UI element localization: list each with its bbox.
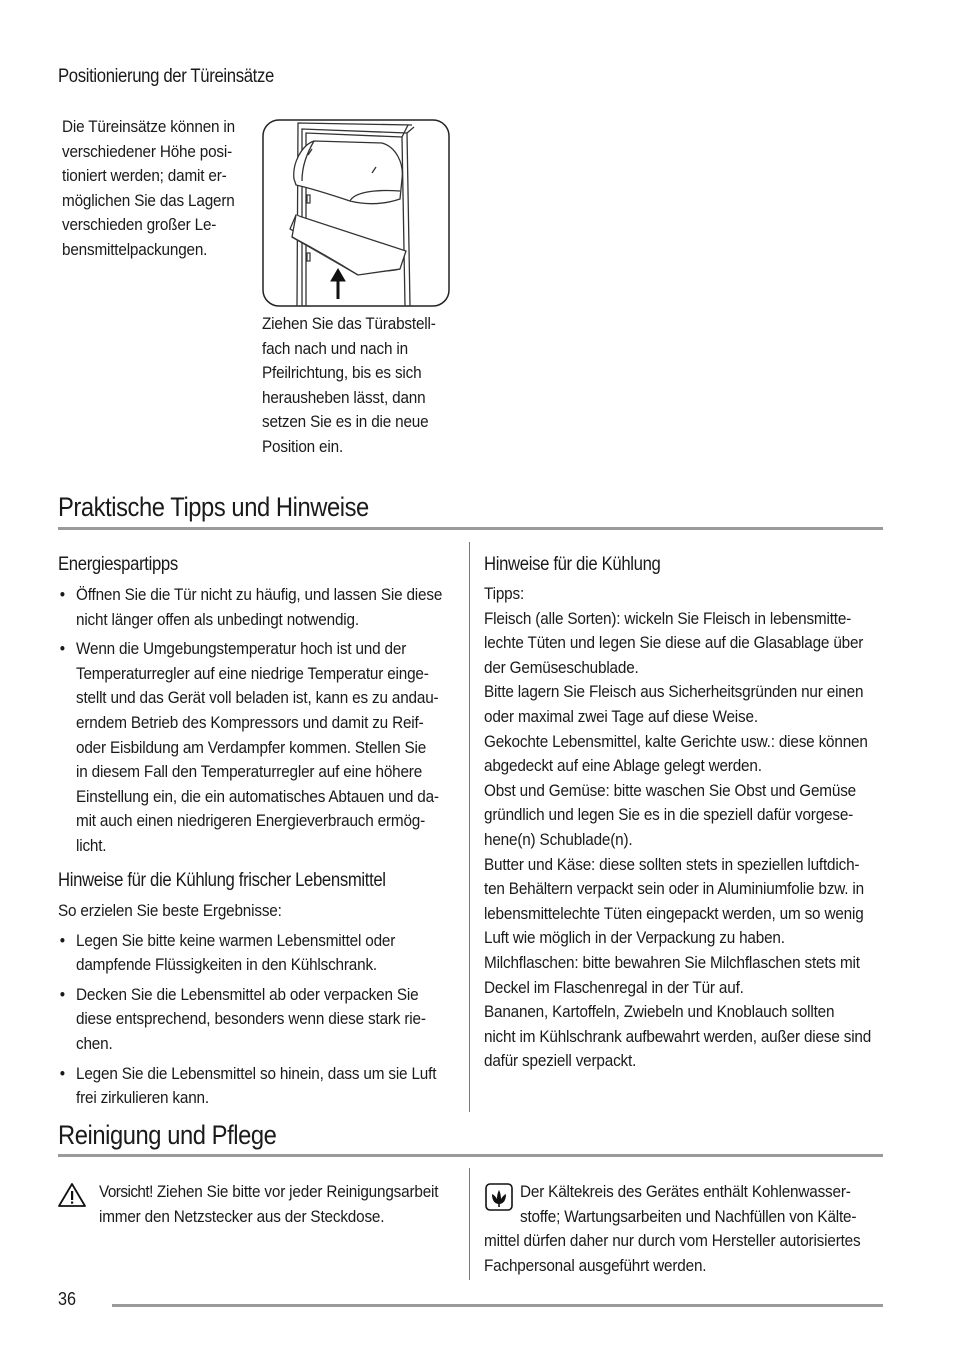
text-line: Der Kältekreis des Gerätes enthält Kohlenwasser-	[520, 1182, 851, 1201]
fresh-food-block	[58, 899, 459, 1116]
text-line: oder maximal zwei Tage auf diese Weise.	[484, 706, 758, 726]
list-line: diese entsprechend, besonders wenn diese stark rie-	[76, 1009, 426, 1029]
list-line: dampfende Flüssigkeiten in den Kühlschrank.	[76, 955, 378, 975]
list-line: • Legen Sie die Lebensmittel so hinein, dass um sie Luft	[76, 1063, 437, 1083]
door-caption-line: Ziehen Sie das Türabstell-	[262, 314, 436, 333]
door-caption-line: fach nach und nach in	[262, 338, 408, 358]
text-line: hene(n) Schublade(n).	[484, 829, 633, 849]
list-line: erndem Betrieb des Kompressors und damit zu Reif-	[76, 712, 424, 732]
text-line: Luft wie möglich in der Verpackung zu haben.	[484, 928, 785, 948]
door-caption-line: Position ein.	[262, 436, 344, 456]
text-line: lechte Tüten und legen Sie diese auf die Glasablage über	[484, 633, 864, 653]
energy-tips-list	[58, 583, 459, 864]
text-line: abgedeckt auf eine Ablage gelegt werden.	[484, 756, 762, 776]
door-intro-line: Die Türeinsätze können in	[62, 117, 235, 136]
list-item	[58, 983, 459, 1057]
door-caption-line: Pfeilrichtung, bis es sich	[262, 363, 422, 383]
door-caption-line: herausheben lässt, dann	[262, 387, 426, 407]
text-line: Obst und Gemüse: bitte waschen Sie Obst und Gemüse	[484, 780, 857, 800]
page-number: 36	[58, 1289, 77, 1309]
warning-label: Vorsicht!	[99, 1182, 153, 1201]
warning-line	[99, 1180, 468, 1205]
list-line: Temperaturregler auf eine niedrige Temperatur einge-	[76, 663, 429, 683]
text-line: Gekochte Lebensmittel, kalte Gerichte usw.: diese können	[484, 731, 868, 751]
cooling-tips-text	[484, 582, 885, 1074]
text-line: Butter und Käse: diese sollten stets in speziellen luftdich-	[484, 854, 860, 874]
tips-section-title: Praktische Tipps und Hinweise	[58, 492, 369, 522]
text-line: mittel dürfen daher nur durch vom Hersteller autorisiertes	[484, 1231, 861, 1251]
list-line: • Decken Sie die Lebensmittel ab oder verpacken Sie	[76, 984, 419, 1004]
warning-triangle-icon	[57, 1182, 87, 1208]
text-line: Deckel im Flaschenregal in der Tür auf.	[484, 977, 744, 997]
cooling-tips-title: Hinweise für die Kühlung	[484, 554, 661, 575]
column-divider	[469, 1168, 470, 1280]
text-line: Milchflaschen: bitte bewahren Sie Milchflaschen stets mit	[484, 952, 860, 972]
warning-second: immer den Netzstecker aus der Steckdose.	[99, 1206, 385, 1226]
door-intro-line: möglichen Sie das Lagern	[62, 190, 235, 210]
text-line: lebensmittelechte Tüten eingepackt werden, um so wenig	[484, 903, 864, 923]
door-intro-line: tioniert werden; damit er-	[62, 166, 227, 186]
column-divider	[469, 542, 470, 1112]
list-line: nicht länger offen als unbedingt notwendig.	[76, 609, 359, 629]
environment-text	[484, 1180, 885, 1278]
door-intro-line: bensmittelpackungen.	[62, 239, 208, 259]
text-line: Fachpersonal ausgeführt werden.	[484, 1255, 707, 1275]
list-item	[58, 929, 459, 978]
warning-first: Ziehen Sie bitte vor jeder Reinigungsarbeit	[156, 1182, 439, 1201]
list-line: stellt und das Gerät voll beladen ist, kann es zu andau-	[76, 688, 439, 708]
text-line: Bananen, Kartoffeln, Zwiebeln und Knoblauch sollten	[484, 1002, 835, 1022]
list-item	[58, 637, 459, 858]
warning-text	[99, 1180, 468, 1229]
door-shelf-illustration	[262, 119, 450, 307]
care-section-rule	[58, 1154, 883, 1157]
text-line: Tipps:	[484, 584, 525, 603]
text-line: nicht im Kühlschrank aufbewahrt werden, außer diese sind	[484, 1026, 872, 1046]
list-line: in diesem Fall den Temperaturregler auf eine höhere	[76, 762, 423, 782]
door-intro-line: verschieden großer Le-	[62, 215, 217, 235]
energy-tips-title: Energiespartipps	[58, 554, 178, 575]
text-line: Fleisch (alle Sorten): wickeln Sie Fleisch in lebensmitte-	[484, 608, 852, 628]
text-line: gründlich und legen Sie es in die speziell dafür vorgese-	[484, 805, 854, 825]
door-intro-text	[62, 115, 251, 263]
list-item	[58, 583, 459, 632]
door-intro-line: verschiedener Höhe posi-	[62, 141, 233, 161]
list-line: licht.	[76, 835, 107, 855]
text-line: stoffe; Wartungsarbeiten und Nachfüllen von Kälte-	[520, 1206, 857, 1226]
list-line: frei zirkulieren kann.	[76, 1088, 209, 1108]
list-line: • Wenn die Umgebungstemperatur hoch ist und der	[76, 639, 407, 659]
text-line: ten Behältern verpackt sein oder in Aluminiumfolie bzw. in	[484, 879, 864, 899]
fresh-food-title: Hinweise für die Kühlung frischer Lebensmittel	[58, 870, 386, 891]
list-line: • Legen Sie bitte keine warmen Lebensmittel oder	[76, 930, 396, 950]
text-line: Bitte lagern Sie Fleisch aus Sicherheitsgründen nur einen	[484, 682, 864, 702]
footer-rule	[112, 1304, 883, 1307]
list-line: chen.	[76, 1033, 113, 1053]
door-caption-line: setzen Sie es in die neue	[262, 412, 429, 432]
list-item	[58, 1062, 459, 1111]
list-line: • Öffnen Sie die Tür nicht zu häufig, und lassen Sie diese	[76, 585, 443, 604]
tips-section-rule	[58, 527, 883, 530]
list-line: oder Eisbildung am Verdampfer kommen. Stellen Sie	[76, 737, 427, 757]
list-line: Einstellung ein, die ein automatisches Abtauen und da-	[76, 786, 439, 806]
text-line: dafür speziell verpackt.	[484, 1051, 637, 1071]
list-line: mit auch einen niedrigeren Energieverbrauch ermög-	[76, 811, 426, 831]
door-section-title: Positionierung der Türeinsätze	[58, 66, 274, 87]
door-caption-text	[262, 312, 460, 460]
care-section-title: Reinigung und Pflege	[58, 1120, 277, 1150]
text-line: der Gemüseschublade.	[484, 657, 639, 677]
fresh-food-intro: So erzielen Sie beste Ergebnisse:	[58, 901, 282, 920]
